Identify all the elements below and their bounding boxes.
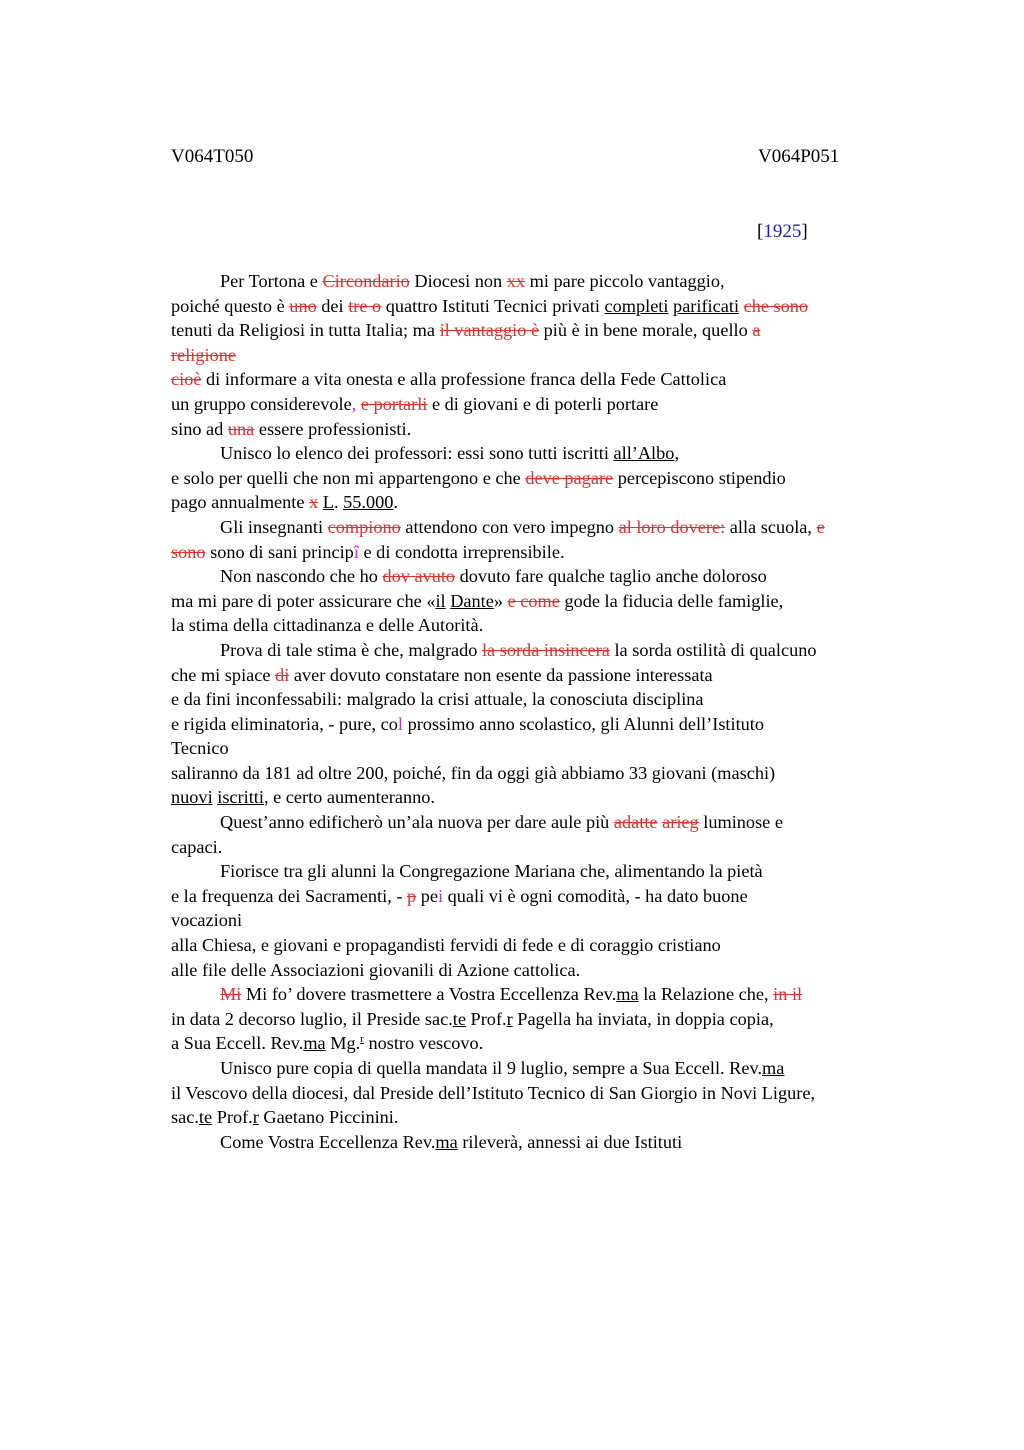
text-segment: Pagella ha inviata, in doppia copia, bbox=[512, 1008, 774, 1029]
text-segment: il Vescovo della diocesi, dal Preside dell’Istituto Tecnico di San Giorgio in Novi Ligure, bbox=[171, 1082, 816, 1103]
text-line bbox=[171, 613, 911, 638]
underlined-text: all’Albo bbox=[613, 443, 675, 464]
deleted-text: deve pagare bbox=[525, 467, 614, 488]
text-segment: alle file delle Associazioni giovanili di Azione cattolica. bbox=[171, 959, 581, 980]
text-segment: saliranno da 181 ad oltre 200, poiché, fin da oggi già abbiamo 33 giovani (maschi) bbox=[171, 762, 776, 783]
text-segment: più è in bene morale, quello bbox=[539, 320, 753, 341]
text-segment: Per Tortona e bbox=[220, 271, 323, 291]
deleted-text: al loro dovere: bbox=[618, 516, 726, 537]
underlined-text: Dante bbox=[450, 590, 494, 611]
header-right-code: V064P051 bbox=[758, 146, 840, 167]
text-line bbox=[171, 908, 911, 933]
text-line bbox=[171, 1007, 911, 1032]
text-segment: la sorda ostilità di qualcuno bbox=[609, 639, 817, 660]
text-line bbox=[171, 318, 911, 343]
text-line bbox=[171, 835, 911, 860]
text-segment: Come Vostra Eccellenza Rev. bbox=[220, 1131, 436, 1152]
text-segment: e di giovani e di poterli portare bbox=[427, 393, 659, 414]
text-segment: Unisco lo elenco dei professori: essi sono tutti iscritti bbox=[220, 443, 614, 464]
text-segment: e da fini inconfessabili: malgrado la crisi attuale, la conosciuta disciplina bbox=[171, 689, 704, 710]
deleted-text: compiono bbox=[327, 516, 401, 537]
underlined-text: il bbox=[435, 590, 446, 611]
text-line bbox=[171, 294, 911, 319]
text-line bbox=[171, 540, 911, 565]
text-line bbox=[171, 343, 911, 368]
superscript-text: r bbox=[360, 1033, 364, 1046]
deleted-text: x bbox=[309, 492, 319, 513]
text-segment: di informare a vita onesta e alla professione franca della Fede Cattolica bbox=[201, 369, 727, 390]
text-line bbox=[171, 589, 911, 614]
text-segment: attendono con vero impegno bbox=[400, 516, 619, 537]
text-line bbox=[171, 1105, 911, 1130]
text-line bbox=[171, 1056, 911, 1081]
deleted-text: uno bbox=[289, 295, 317, 316]
text-line bbox=[171, 958, 911, 983]
text-line bbox=[171, 392, 911, 417]
header-left-code: V064T050 bbox=[171, 146, 254, 167]
deleted-text: p bbox=[407, 885, 417, 906]
text-line bbox=[171, 1130, 911, 1155]
text-segment: la Relazione che, bbox=[638, 984, 774, 1005]
text-segment: percepiscono stipendio bbox=[613, 467, 786, 488]
inserted-text: l bbox=[397, 713, 403, 734]
text-line bbox=[171, 785, 911, 810]
text-segment: poiché questo è bbox=[171, 295, 290, 316]
text-line bbox=[171, 884, 911, 909]
text-segment: , e certo aumenteranno. bbox=[263, 787, 436, 808]
inserted-text: î bbox=[353, 541, 359, 562]
text-segment: prossimo anno scolastico, gli Alunni dell’Istituto bbox=[403, 713, 765, 734]
deleted-text: il vantaggio è bbox=[439, 320, 540, 341]
text-segment: Mi fo’ dovere trasmettere a Vostra Eccellenza Rev. bbox=[241, 984, 617, 1005]
deleted-text: cioè bbox=[171, 369, 202, 390]
text-segment: e rigida eliminatoria, - pure, co bbox=[171, 713, 398, 734]
text-line bbox=[171, 417, 911, 442]
text-segment: , bbox=[674, 443, 680, 464]
text-segment: vocazioni bbox=[171, 910, 243, 931]
underlined-text: iscritti bbox=[217, 787, 264, 808]
text-segment: Gli insegnanti bbox=[220, 516, 328, 537]
text-line bbox=[171, 367, 911, 392]
deleted-text: e come bbox=[507, 590, 560, 611]
text-line bbox=[171, 687, 911, 712]
text-segment: sono di sani princip bbox=[205, 541, 354, 562]
text-line bbox=[171, 736, 911, 761]
text-segment: Tecnico bbox=[171, 738, 229, 759]
underlined-text: 55.000 bbox=[343, 492, 394, 513]
text-segment: . bbox=[333, 492, 344, 513]
text-segment: pe bbox=[416, 885, 438, 906]
deleted-text: adatte bbox=[613, 812, 658, 833]
text-segment: . bbox=[393, 492, 398, 513]
text-segment: nostro vescovo. bbox=[363, 1033, 484, 1054]
deleted-text: Mi bbox=[220, 984, 242, 1005]
underlined-text: nuovi bbox=[171, 787, 213, 808]
text-segment: aver dovuto constatare non esente da passione interessata bbox=[289, 664, 713, 685]
inserted-text: i bbox=[437, 885, 444, 906]
text-segment: dovuto fare qualche taglio anche doloroso bbox=[455, 566, 767, 587]
text-segment: luminose e bbox=[698, 812, 783, 833]
text-line bbox=[171, 638, 911, 663]
deleted-text: la sorda insincera bbox=[481, 639, 610, 660]
text-segment: che mi spiace bbox=[171, 664, 276, 685]
text-segment: e di condotta irreprensibile. bbox=[358, 541, 565, 562]
text-line bbox=[171, 982, 911, 1007]
text-segment: quali vi è ogni comodità, - ha dato buone bbox=[443, 885, 748, 906]
underlined-text: L bbox=[322, 492, 334, 513]
text-segment: Quest’anno edificherò un’ala nuova per dare aule più bbox=[220, 812, 614, 833]
text-line bbox=[171, 810, 911, 835]
deleted-text: che sono bbox=[743, 295, 809, 316]
deleted-text: tre o bbox=[348, 295, 382, 316]
text-segment: tenuti da Religiosi in tutta Italia; ma bbox=[171, 320, 440, 341]
deleted-text: a bbox=[752, 320, 761, 341]
deleted-text: una bbox=[227, 418, 255, 439]
underlined-text: ma bbox=[762, 1058, 785, 1078]
text-segment: sino ad bbox=[171, 418, 228, 439]
text-line bbox=[171, 933, 911, 958]
text-line bbox=[171, 859, 911, 884]
text-segment: Fiorisce tra gli alunni la Congregazione Mariana che, alimentando la pietà bbox=[220, 861, 763, 882]
text-segment: essere professionisti. bbox=[254, 418, 412, 439]
text-segment: quattro Istituti Tecnici privati bbox=[381, 295, 605, 316]
text-line bbox=[171, 441, 911, 466]
deleted-text: in il bbox=[773, 984, 803, 1005]
underlined-text: ma bbox=[435, 1131, 458, 1152]
deleted-text: Circondario bbox=[322, 271, 410, 291]
text-segment: Unisco pure copia di quella mandata il 9 luglio, sempre a Sua Eccell. Rev. bbox=[220, 1058, 763, 1078]
deleted-text: dov avuto bbox=[382, 566, 456, 587]
text-line bbox=[171, 663, 911, 688]
text-segment: mi pare piccolo vantaggio, bbox=[525, 271, 725, 291]
year-close-bracket: ] bbox=[801, 221, 808, 242]
text-segment: pago annualmente bbox=[171, 492, 310, 513]
document-body bbox=[171, 269, 911, 1154]
text-segment: la stima della cittadinanza e delle Autorità. bbox=[171, 615, 484, 636]
text-segment: in data 2 decorso luglio, il Preside sac. bbox=[171, 1008, 453, 1029]
text-segment: Diocesi non bbox=[409, 271, 507, 291]
deleted-text: e portarli bbox=[360, 393, 428, 414]
text-segment: Prova di tale stima è che, malgrado bbox=[220, 639, 482, 660]
underlined-text: completi bbox=[604, 295, 669, 316]
underlined-text: te bbox=[198, 1107, 213, 1128]
text-segment: rileverà, annessi ai due Istituti bbox=[457, 1131, 683, 1152]
text-segment: sac. bbox=[171, 1107, 199, 1128]
text-segment: alla scuola, bbox=[725, 516, 817, 537]
text-line bbox=[171, 466, 911, 491]
year-marker bbox=[757, 221, 808, 243]
year-open-bracket: [ bbox=[757, 221, 764, 242]
text-segment: gode la fiducia delle famiglie, bbox=[559, 590, 784, 611]
deleted-text: arieg bbox=[662, 812, 699, 833]
deleted-text: sono bbox=[171, 541, 206, 562]
text-segment: Mg. bbox=[325, 1033, 361, 1054]
underlined-text: r bbox=[252, 1107, 259, 1128]
deleted-text: di bbox=[275, 664, 290, 685]
text-segment: alla Chiesa, e giovani e propagandisti fervidi di fede e di coraggio cristiano bbox=[171, 935, 721, 956]
year-value: 1925 bbox=[763, 221, 802, 242]
deleted-text: xx bbox=[506, 271, 526, 291]
text-line bbox=[171, 269, 911, 294]
text-segment: e la frequenza dei Sacramenti, - bbox=[171, 885, 408, 906]
text-line bbox=[171, 1031, 911, 1056]
deleted-text: e bbox=[816, 516, 825, 537]
underlined-text: ma bbox=[616, 984, 639, 1005]
text-line bbox=[171, 712, 911, 737]
text-line bbox=[171, 490, 911, 515]
underlined-text: ma bbox=[303, 1033, 326, 1054]
text-line bbox=[171, 761, 911, 786]
text-segment: Prof. bbox=[465, 1008, 507, 1029]
text-segment: capaci. bbox=[171, 836, 223, 857]
text-segment: un gruppo considerevole bbox=[171, 393, 352, 414]
deleted-text: religione bbox=[171, 344, 236, 365]
text-segment: Non nascondo che ho bbox=[220, 566, 383, 587]
inserted-text: , bbox=[351, 393, 357, 414]
text-segment: » bbox=[493, 590, 508, 611]
text-line bbox=[171, 564, 911, 589]
text-segment: Prof. bbox=[212, 1107, 253, 1128]
underlined-text: r bbox=[506, 1008, 513, 1029]
text-segment: dei bbox=[316, 295, 349, 316]
text-segment: e solo per quelli che non mi appartengono e che bbox=[171, 467, 526, 488]
text-segment: ma mi pare di poter assicurare che « bbox=[171, 590, 436, 611]
underlined-text: te bbox=[452, 1008, 466, 1029]
underlined-text: parificati bbox=[673, 295, 740, 316]
text-line bbox=[171, 1081, 911, 1106]
text-line bbox=[171, 515, 911, 540]
text-segment: Gaetano Piccinini. bbox=[258, 1107, 399, 1128]
text-segment: a Sua Eccell. Rev. bbox=[171, 1033, 304, 1054]
